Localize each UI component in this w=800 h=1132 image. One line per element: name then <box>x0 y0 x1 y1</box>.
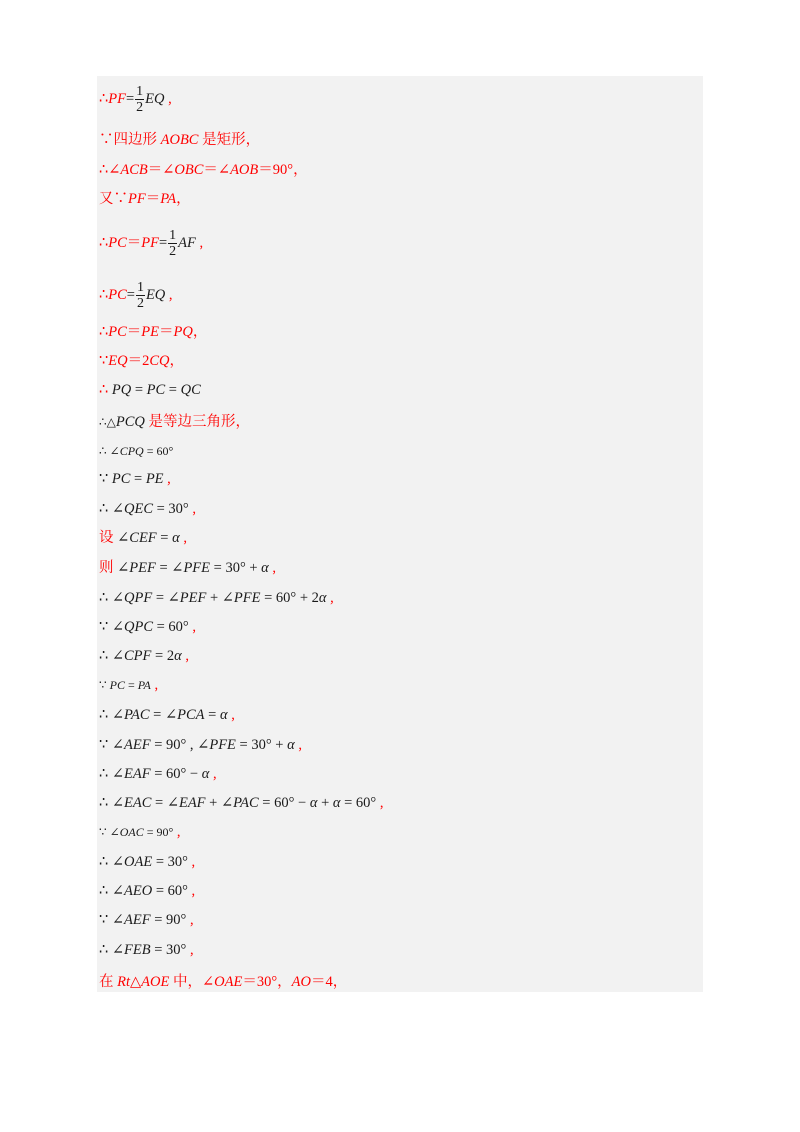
math-text: EQ <box>145 286 166 303</box>
math-text: AOB <box>230 162 259 178</box>
math-text: = ∠ <box>155 560 184 576</box>
math-text: + ∠ <box>206 590 234 606</box>
math-text: 设 <box>99 530 118 546</box>
math-text: AO <box>291 974 311 990</box>
math-text: 又∵ <box>99 191 128 207</box>
math-text: Rt <box>117 974 131 990</box>
solution-line <box>99 705 235 725</box>
fraction <box>136 280 145 311</box>
math-text: △ <box>106 415 116 429</box>
math-text: PAC <box>233 795 259 811</box>
math-text: ＝ <box>126 234 142 251</box>
math-text: EAF <box>124 766 151 782</box>
math-text: ∴∠ <box>99 162 121 178</box>
math-text: PF <box>108 90 126 107</box>
solution-line <box>99 160 308 180</box>
math-text: = <box>126 286 135 303</box>
math-text: , <box>376 795 384 811</box>
solution-line <box>99 881 195 901</box>
math-text: CQ <box>149 353 170 369</box>
math-text: CPF <box>124 648 152 664</box>
math-text: ∴ <box>99 324 109 340</box>
fraction-denominator: 2 <box>169 244 177 259</box>
math-text: PF <box>128 191 146 207</box>
math-text: EQ <box>108 353 128 369</box>
math-text: ∵ <box>99 353 109 369</box>
math-text: PC <box>108 234 127 251</box>
math-text: α <box>172 530 180 546</box>
math-text: 是等边三角形， <box>144 414 250 430</box>
math-text: ＝∠ <box>147 162 175 178</box>
math-text: PC <box>108 286 127 303</box>
math-text: , <box>186 912 194 928</box>
solution-line <box>99 617 196 637</box>
math-text: PC <box>146 382 166 398</box>
math-text: , <box>164 90 172 107</box>
math-text: = ∠ <box>149 707 178 723</box>
math-text: , <box>163 471 171 487</box>
math-text: , <box>186 942 194 958</box>
math-text: 是矩形， <box>198 132 261 148</box>
math-text: ∴ ∠ <box>99 444 120 458</box>
math-text: PQ <box>111 382 132 398</box>
math-text: α <box>219 707 228 723</box>
solution-line <box>99 735 302 755</box>
math-text: PF <box>141 234 159 251</box>
math-text: PA <box>160 191 177 207</box>
math-text: + <box>317 795 333 811</box>
math-text: = 60° − <box>258 795 310 811</box>
solution-line <box>99 675 158 695</box>
math-text: , <box>326 590 334 606</box>
solution-line <box>99 528 187 548</box>
math-text: ＝ <box>126 324 142 340</box>
math-text: = 30° + <box>235 737 288 753</box>
math-text: AEO <box>124 883 153 899</box>
solution-line <box>99 380 201 400</box>
solution-line <box>99 189 191 209</box>
math-text: , <box>188 501 196 517</box>
math-text: PE <box>145 471 164 487</box>
fraction-numerator: 1 <box>169 228 177 243</box>
math-text: = 60° <box>153 619 189 635</box>
solution-line <box>99 84 172 115</box>
solution-line <box>99 940 194 960</box>
math-text: + ∠ <box>205 795 234 811</box>
math-text: = <box>156 530 173 546</box>
solution-line <box>99 322 207 342</box>
solution-line <box>99 588 334 608</box>
math-text: ∵ ∠ <box>99 825 120 839</box>
math-text: = ∠ <box>151 795 179 811</box>
math-text: ＝ <box>158 324 174 340</box>
math-text: PCQ <box>115 414 145 430</box>
math-text: ∠ <box>117 560 130 576</box>
math-text: = 30° + <box>210 560 262 576</box>
math-text: PEF <box>129 560 156 576</box>
math-text: △ <box>130 974 142 990</box>
math-text: α <box>318 590 327 606</box>
math-text: = 60° <box>152 883 188 899</box>
solution-line <box>99 228 203 259</box>
solution-line <box>99 793 383 813</box>
math-text: OAE <box>124 854 153 870</box>
math-text: QPF <box>124 590 153 606</box>
solution-line <box>99 441 173 461</box>
math-text: ＝4， <box>310 974 348 990</box>
math-text: = 90° <box>150 912 187 928</box>
math-text: = <box>131 382 147 398</box>
math-text: ∴ <box>99 382 112 398</box>
math-text: ∴ <box>99 234 109 251</box>
solution-line <box>99 646 189 666</box>
math-text: PE <box>141 324 159 340</box>
math-text: , <box>179 530 187 546</box>
math-text: α <box>309 795 318 811</box>
fraction-numerator: 1 <box>136 280 144 295</box>
math-text: = <box>125 90 135 107</box>
math-text: α <box>261 560 269 576</box>
math-text: ＝2 <box>127 353 150 369</box>
math-text: 则 <box>99 560 118 576</box>
solution-line <box>99 469 171 489</box>
math-text: α <box>332 795 341 811</box>
math-text: , <box>173 824 181 840</box>
math-text: PC <box>108 324 127 340</box>
math-text: = 30° <box>153 501 189 517</box>
math-text: , <box>181 648 189 664</box>
fraction <box>168 228 177 259</box>
solution-line <box>99 499 196 519</box>
math-text: = 90° <box>143 825 174 839</box>
fraction-denominator: 2 <box>136 100 144 115</box>
fraction <box>135 84 144 115</box>
math-text: = ∠ <box>152 590 180 606</box>
math-text: ∵四边形 <box>99 132 161 148</box>
math-text: = 60° <box>143 444 174 458</box>
math-text: ＝ <box>145 191 161 207</box>
math-text: , <box>227 707 235 723</box>
math-text: OBC <box>174 162 204 178</box>
math-text: EAF <box>178 795 206 811</box>
math-text: = <box>158 234 168 251</box>
math-text: α <box>201 766 210 782</box>
solution-line <box>99 130 260 150</box>
math-text: PCA <box>177 707 205 723</box>
math-text: , <box>187 883 196 899</box>
math-text: PQ <box>173 324 193 340</box>
math-text: ACB <box>120 162 148 178</box>
math-text: , <box>209 766 217 782</box>
math-text: AOE <box>141 974 170 990</box>
fraction-numerator: 1 <box>136 84 144 99</box>
math-text: CPQ <box>119 444 144 458</box>
math-text: 中，∠ <box>169 974 215 990</box>
solution-line <box>99 280 173 311</box>
solution-line <box>99 822 181 842</box>
solution-line <box>99 852 195 872</box>
math-text: PFE <box>233 590 261 606</box>
math-text: ＝∠ <box>203 162 231 178</box>
math-text: PA <box>137 678 151 692</box>
math-text: , <box>150 677 159 693</box>
math-text: ∴ ∠ <box>99 766 124 782</box>
math-text: ＝90°， <box>258 162 308 178</box>
math-text: EQ <box>145 90 165 107</box>
math-text: ∴ ∠ <box>99 883 124 899</box>
math-text: = <box>204 707 220 723</box>
math-text: PC <box>109 678 125 692</box>
math-text: ∴ <box>99 286 109 303</box>
math-text: = 60° <box>340 795 377 811</box>
math-text: ∴ ∠ <box>99 501 124 517</box>
math-text: ∵ <box>99 471 112 487</box>
math-text: ∴ <box>99 415 107 429</box>
solution-line <box>99 412 250 432</box>
math-text: PFE <box>183 560 211 576</box>
math-text: , <box>294 737 302 753</box>
math-text: = 2 <box>151 648 175 664</box>
math-text: ， <box>176 191 191 207</box>
solution-line <box>99 910 194 930</box>
solution-line <box>99 558 276 578</box>
math-text: AEF <box>124 912 151 928</box>
math-text: α <box>174 648 182 664</box>
math-text: , <box>187 854 196 870</box>
math-text: ∵ ∠ <box>99 912 124 928</box>
math-text: ∴ ∠ <box>99 854 124 870</box>
solution-line <box>99 764 217 784</box>
math-text: ， <box>169 353 184 369</box>
math-text: QEC <box>124 501 153 517</box>
math-text: PEF <box>179 590 207 606</box>
math-text: AF <box>178 234 196 251</box>
math-text: AEF <box>124 737 151 753</box>
math-text: ∵ <box>99 678 110 692</box>
math-text: QC <box>180 382 201 398</box>
math-text: ∵ ∠ <box>99 737 124 753</box>
math-text: α <box>287 737 295 753</box>
math-text: ∴ ∠ <box>99 648 124 664</box>
math-text: ∴ <box>99 90 109 107</box>
math-text: 在 <box>99 974 118 990</box>
solution-line <box>99 972 347 992</box>
math-text: ∠ <box>117 530 130 546</box>
math-text: = 60° − <box>150 766 202 782</box>
math-text: ， <box>192 324 208 340</box>
math-text: , <box>268 560 277 576</box>
math-text: ∵ ∠ <box>99 619 124 635</box>
math-text: , <box>165 286 173 303</box>
math-text: AOBC <box>160 132 199 148</box>
math-text: QPC <box>124 619 153 635</box>
math-text: = <box>165 382 181 398</box>
math-text: CEF <box>129 530 157 546</box>
math-text: EAC <box>124 795 152 811</box>
math-text: = <box>124 678 138 692</box>
fraction-denominator: 2 <box>136 296 144 311</box>
math-text: OAC <box>119 825 144 839</box>
math-text: , <box>188 619 196 635</box>
math-text: = 60° + 2 <box>260 590 319 606</box>
math-text: FEB <box>124 942 151 958</box>
math-text: = <box>130 471 146 487</box>
math-text: OAE <box>214 974 243 990</box>
math-text: = 30° <box>152 854 188 870</box>
math-text: PAC <box>124 707 150 723</box>
math-text: ∴ ∠ <box>99 795 124 811</box>
math-text: ＝30°， <box>242 974 292 990</box>
solution-line <box>99 351 184 371</box>
math-text: PFE <box>209 737 236 753</box>
math-text: PC <box>111 471 131 487</box>
math-text: = 90° , ∠ <box>150 737 210 753</box>
math-text: , <box>195 234 204 251</box>
math-text: = 30° <box>150 942 187 958</box>
math-text: ∴ ∠ <box>99 590 124 606</box>
math-text: ∴ ∠ <box>99 942 124 958</box>
math-text: ∴ ∠ <box>99 707 124 723</box>
